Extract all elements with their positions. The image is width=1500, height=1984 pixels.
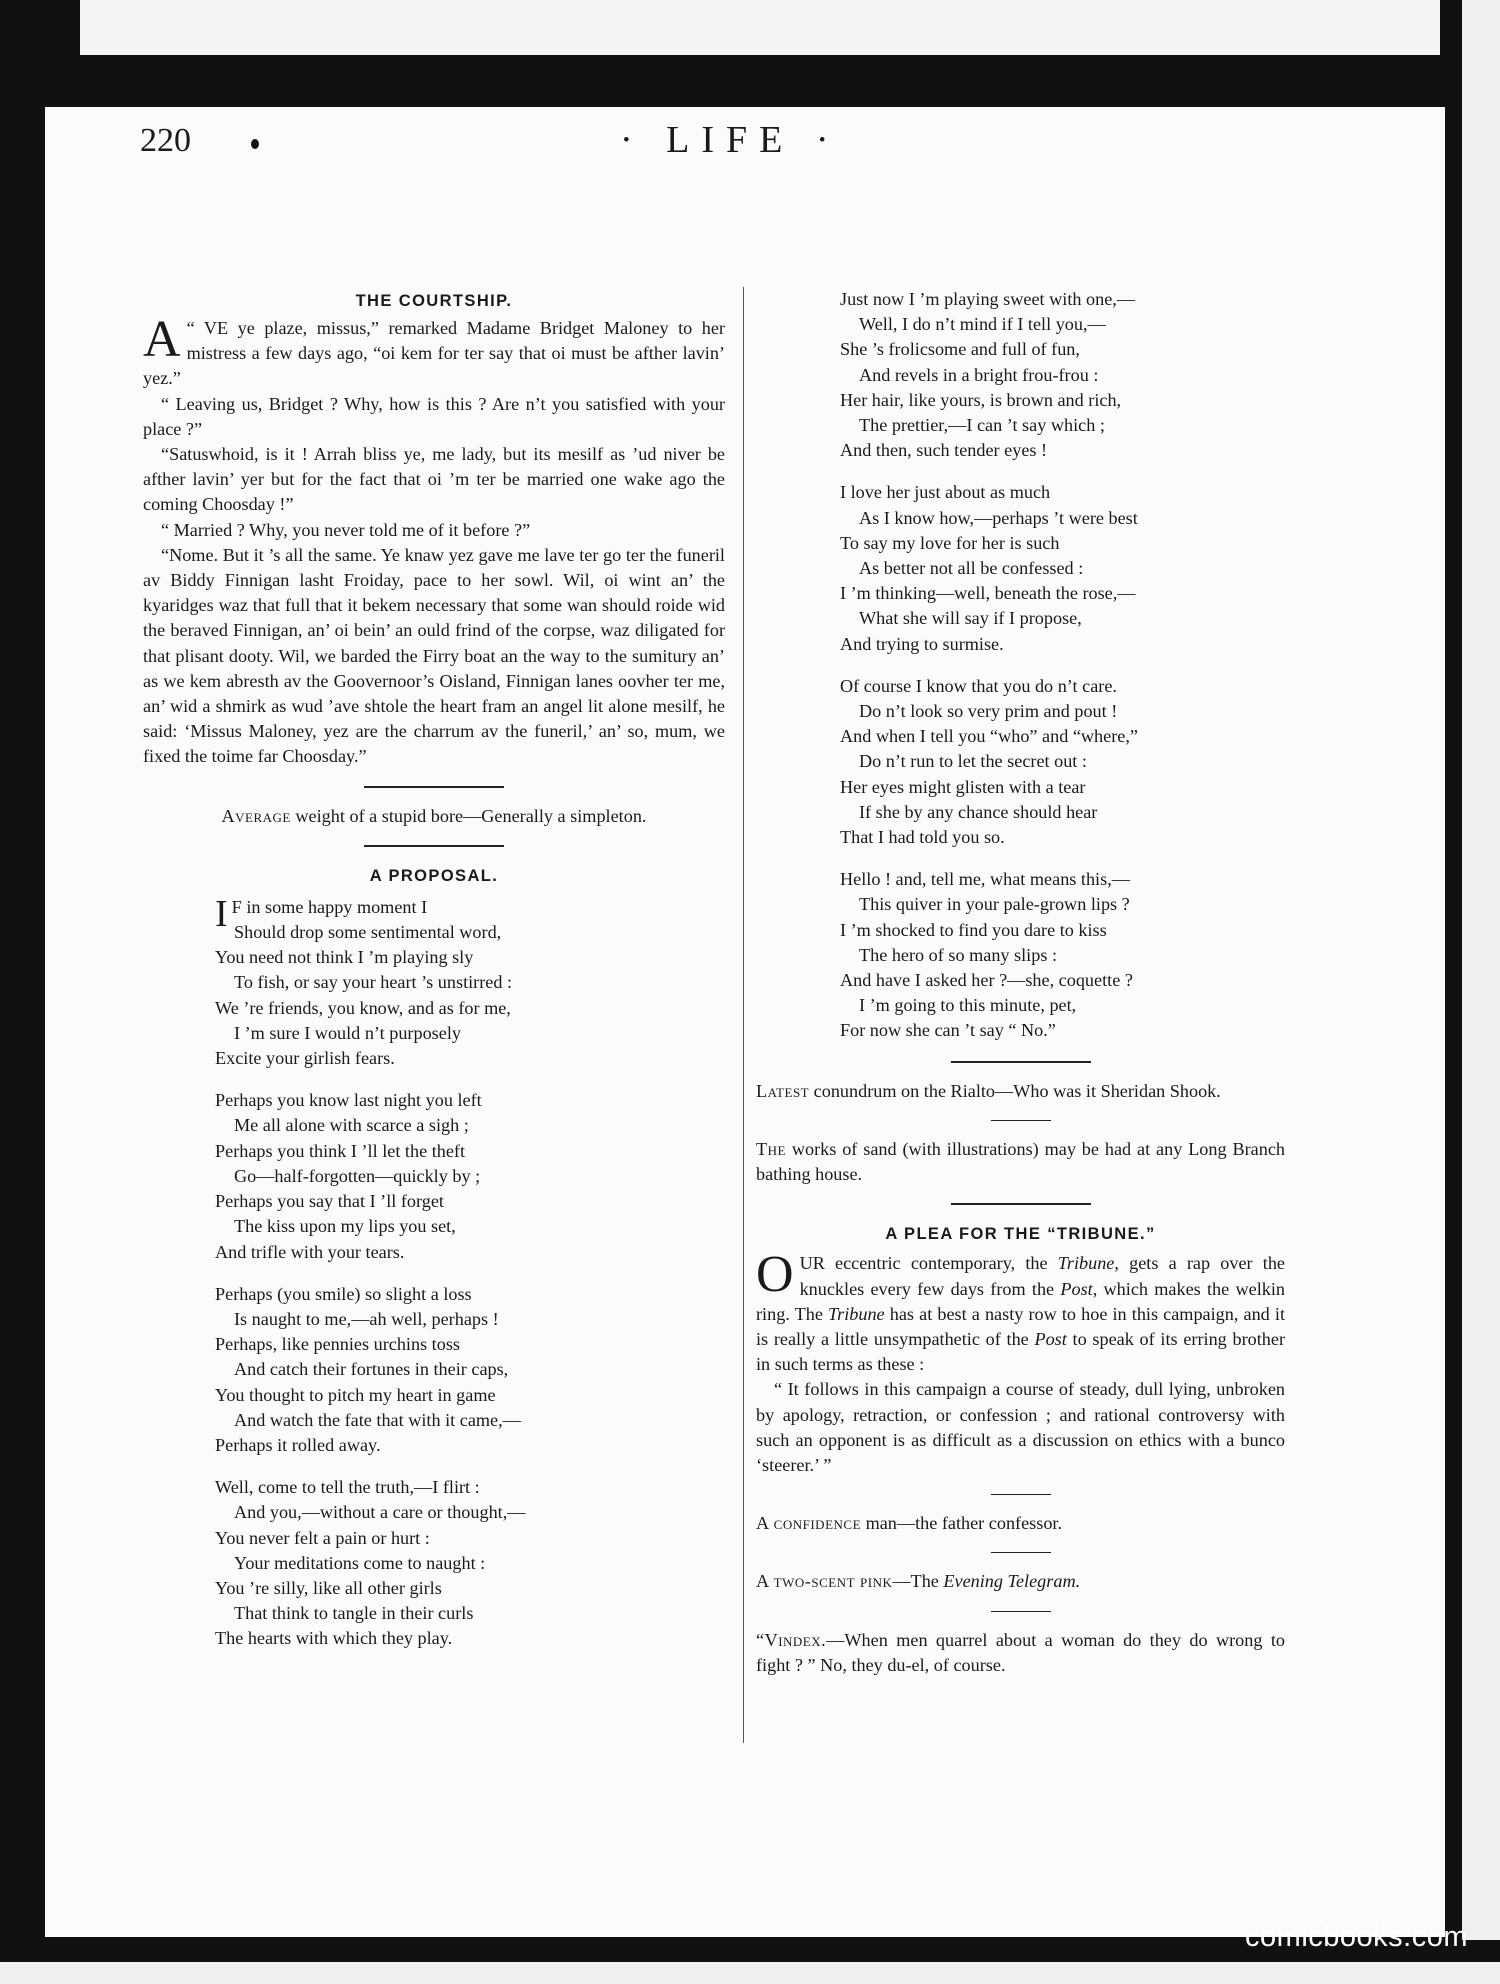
poem-line: And trying to surmise. [840, 633, 1004, 654]
section-rule [951, 1203, 1091, 1205]
confidence-note: A confidence man—the father confessor. [756, 1513, 1063, 1534]
courtship-paragraph-5: “Nome. But it ’s all the same. Ye knaw yez gave me lave ter go ter the funeril av Biddy Finnigan lasht Froiday, pace to her sowl. Wil, oi wint an’ the kyaridges waz that full that it bekem necessary that some wan should roide wid the beraved Finnigan, an’ oi bein’ an ould frind of the corpse, waz diligated for that plisant dooty. Wil, we barded the Firry boat an the way to the sumitury an’ as we kem abresth av the Goovernoor’s Oisland, Finnigan lanes oovher ter me, an’ wid a shmirk as wud ’ave shtole the heart fram an angel lit alone mesilf, he said: ‘Missus Maloney, yez are the charrum av the funeril,’ an’ so, mum, we fixed the toime far Choosday.” [143, 544, 725, 767]
plea-title: A PLEA FOR THE “TRIBUNE.” [885, 1225, 1156, 1244]
poem-line: You never felt a pain or hurt : [215, 1527, 430, 1548]
poem-line: Go—half-forgotten—quickly by ; [234, 1165, 481, 1186]
section-rule [991, 1120, 1051, 1121]
poem-line: Is naught to me,—ah well, perhaps ! [234, 1308, 499, 1329]
poem-line: Her eyes might glisten with a tear [840, 776, 1086, 797]
adjacent-page-bottom [0, 1962, 1500, 1984]
courtship-article [143, 178, 725, 770]
poem-line: You need not think I ’m playing sly [215, 947, 474, 968]
section-rule [991, 1552, 1051, 1553]
poem-line: Hello ! and, tell me, what means this,— [840, 869, 1130, 890]
poem-line: Your meditations come to naught : [234, 1552, 486, 1573]
dropcap-a: A [143, 311, 181, 368]
poem-stanza [840, 287, 1285, 463]
poem-line: This quiver in your pale-grown lips ? [859, 894, 1130, 915]
poem-line: Excite your girlish fears. [215, 1048, 395, 1069]
poem-line: You ’re silly, like all other girls [215, 1577, 442, 1598]
section-rule [991, 1494, 1051, 1495]
latest-note: Latest conundrum on the Rialto—Who was it Sheridan Shook. [756, 1080, 1221, 1101]
poem-line: I ’m shocked to find you dare to kiss [840, 919, 1107, 940]
vindex-note: “Vindex.—When men quarrel about a woman do they do wrong to fight ? ” No, they du-el, of course. [756, 1629, 1285, 1675]
poem-line: And have I asked her ?—she, coquette ? [840, 970, 1133, 991]
plea-paragraph-2: “ It follows in this campaign a course of steady, dull lying, unbroken by apology, retraction, or confession ; and rational controversy with such an opponent is as difficult as a discussion on ethics with a bunco ‘steerer.’ ” [756, 1379, 1285, 1475]
poem-line: And when I tell you “who” and “where,” [840, 726, 1138, 747]
courtship-paragraph-4: “ Married ? Why, you never told me of it before ?” [161, 519, 531, 540]
section-rule [991, 1611, 1051, 1612]
site-watermark: comicbooks.com [1245, 1921, 1468, 1953]
poem-line: Should drop some sentimental word, [234, 922, 502, 943]
poem-line: That think to tangle in their curls [234, 1603, 474, 1624]
poem-line: And revels in a bright frou-frou : [859, 364, 1099, 385]
proposal-poem-part-1 [215, 892, 725, 1652]
poem-stanza [215, 1475, 725, 1651]
poem-line: Well, I do n’t mind if I tell you,— [859, 314, 1106, 335]
left-column [143, 178, 725, 1669]
poem-line: She ’s frolicsome and full of fun, [840, 339, 1080, 360]
plea-paragraph-1: OUR eccentric contemporary, the Tribune, gets a rap over the knuckles every few days from the Post, which makes the welkin ring. The Tribune has at best a nasty row to hoe in this campaign, and it is really a little unsympathetic of the Post to speak of its erring brother in such terms as these : [756, 1246, 1286, 1375]
courtship-paragraph-1: A “ VE ye plaze, missus,” remarked Madame Bridget Maloney to her mistress a few days ago, “oi kem for ter say that oi must be afther lavin’ yez.” [143, 311, 725, 389]
poem-line: As better not all be confessed : [859, 558, 1084, 579]
poem-line: Do n’t run to let the secret out : [859, 751, 1087, 772]
poem-line: I F in some happy moment I [215, 892, 428, 935]
adjacent-page-right [1462, 0, 1500, 1940]
poem-line: Perhaps you think I ’ll let the theft [215, 1140, 466, 1161]
section-rule [364, 786, 504, 788]
poem-stanza [840, 674, 1285, 850]
poem-line: And trifle with your tears. [215, 1241, 405, 1262]
adjacent-page-top [80, 0, 1440, 55]
proposal-poem-part-2 [840, 178, 1285, 1044]
dropcap-o: O [756, 1246, 794, 1304]
section-rule [951, 1061, 1091, 1063]
poem-line: For now she can ’t say “ No.” [840, 1020, 1056, 1041]
poem-stanza [215, 892, 725, 1071]
poem-line: And catch their fortunes in their caps, [234, 1359, 509, 1380]
poem-line: The hero of so many slips : [859, 944, 1058, 965]
poem-line: Perhaps you know last night you left [215, 1090, 482, 1111]
poem-line: Perhaps you say that I ’ll forget [215, 1191, 444, 1212]
section-rule [364, 845, 504, 847]
poem-line: Perhaps it rolled away. [215, 1434, 381, 1455]
poem-line: Just now I ’m playing sweet with one,— [840, 289, 1136, 309]
poem-line: The hearts with which they play. [215, 1628, 453, 1649]
poem-line: The prettier,—I can ’t say which ; [859, 415, 1105, 436]
right-column [708, 178, 1285, 1678]
poem-line: What she will say if I propose, [859, 608, 1082, 629]
courtship-title: THE COURTSHIP. [355, 292, 513, 310]
poem-line: And watch the fate that with it came,— [234, 1409, 521, 1430]
poem-stanza [840, 867, 1285, 1043]
poem-line: You thought to pitch my heart in game [215, 1384, 496, 1405]
poem-line: Me all alone with scarce a sigh ; [234, 1115, 469, 1136]
poem-stanza [215, 1282, 725, 1458]
proposal-title: A PROPOSAL. [369, 866, 499, 885]
running-head: · LIFE · [620, 119, 841, 161]
poem-stanza [840, 480, 1285, 656]
poem-line: Perhaps (you smile) so slight a loss [215, 1283, 472, 1304]
poem-line: I ’m going to this minute, pet, [859, 995, 1077, 1016]
average-note: Average weight of a stupid bore—Generally a simpleton. [221, 805, 647, 826]
poem-line: I ’m thinking—well, beneath the rose,— [840, 583, 1136, 604]
poem-line: That I had told you so. [840, 827, 1005, 848]
poem-line: I ’m sure I would n’t purposely [234, 1022, 461, 1043]
poem-line: Perhaps, like pennies urchins toss [215, 1334, 460, 1355]
poem-line: If she by any chance should hear [859, 801, 1098, 822]
poem-line: Well, come to tell the truth,—I flirt : [215, 1477, 480, 1498]
poem-line: To fish, or say your heart ’s unstirred : [234, 972, 513, 993]
poem-line: Of course I know that you do n’t care. [840, 675, 1117, 696]
dropcap-i: I [215, 892, 228, 935]
ink-speck [251, 139, 259, 149]
courtship-paragraph-3: “Satuswhoid, is it ! Arrah bliss ye, me lady, but its mesilf as ’ud niver be afther lavin’ yer but for the fact that oi ’m ter be married one wake ago the coming Choosday !” [143, 444, 725, 515]
poem-line: Do n’t look so very prim and pout ! [859, 701, 1118, 722]
courtship-paragraph-2: “ Leaving us, Bridget ? Why, how is this ? Are n’t you satisfied with your place ?” [143, 393, 725, 439]
poem-line: The kiss upon my lips you set, [234, 1216, 456, 1237]
poem-stanza [215, 1088, 725, 1264]
poem-line: And then, such tender eyes ! [840, 440, 1048, 461]
poem-line: As I know how,—perhaps ’t were best [859, 507, 1138, 528]
poem-line: We ’re friends, you know, and as for me, [215, 997, 511, 1018]
poem-line: And you,—without a care or thought,— [234, 1502, 526, 1523]
two-scent-note: A two-scent pink—The Evening Telegram. [756, 1571, 1081, 1592]
page-number: 220 [140, 122, 191, 159]
poem-line: To say my love for her is such [840, 532, 1060, 553]
poem-line: Her hair, like yours, is brown and rich, [840, 389, 1122, 410]
works-note: The works of sand (with illustrations) may be had at any Long Branch bathing house. [756, 1138, 1285, 1185]
poem-line: I love her just about as much [840, 482, 1051, 503]
